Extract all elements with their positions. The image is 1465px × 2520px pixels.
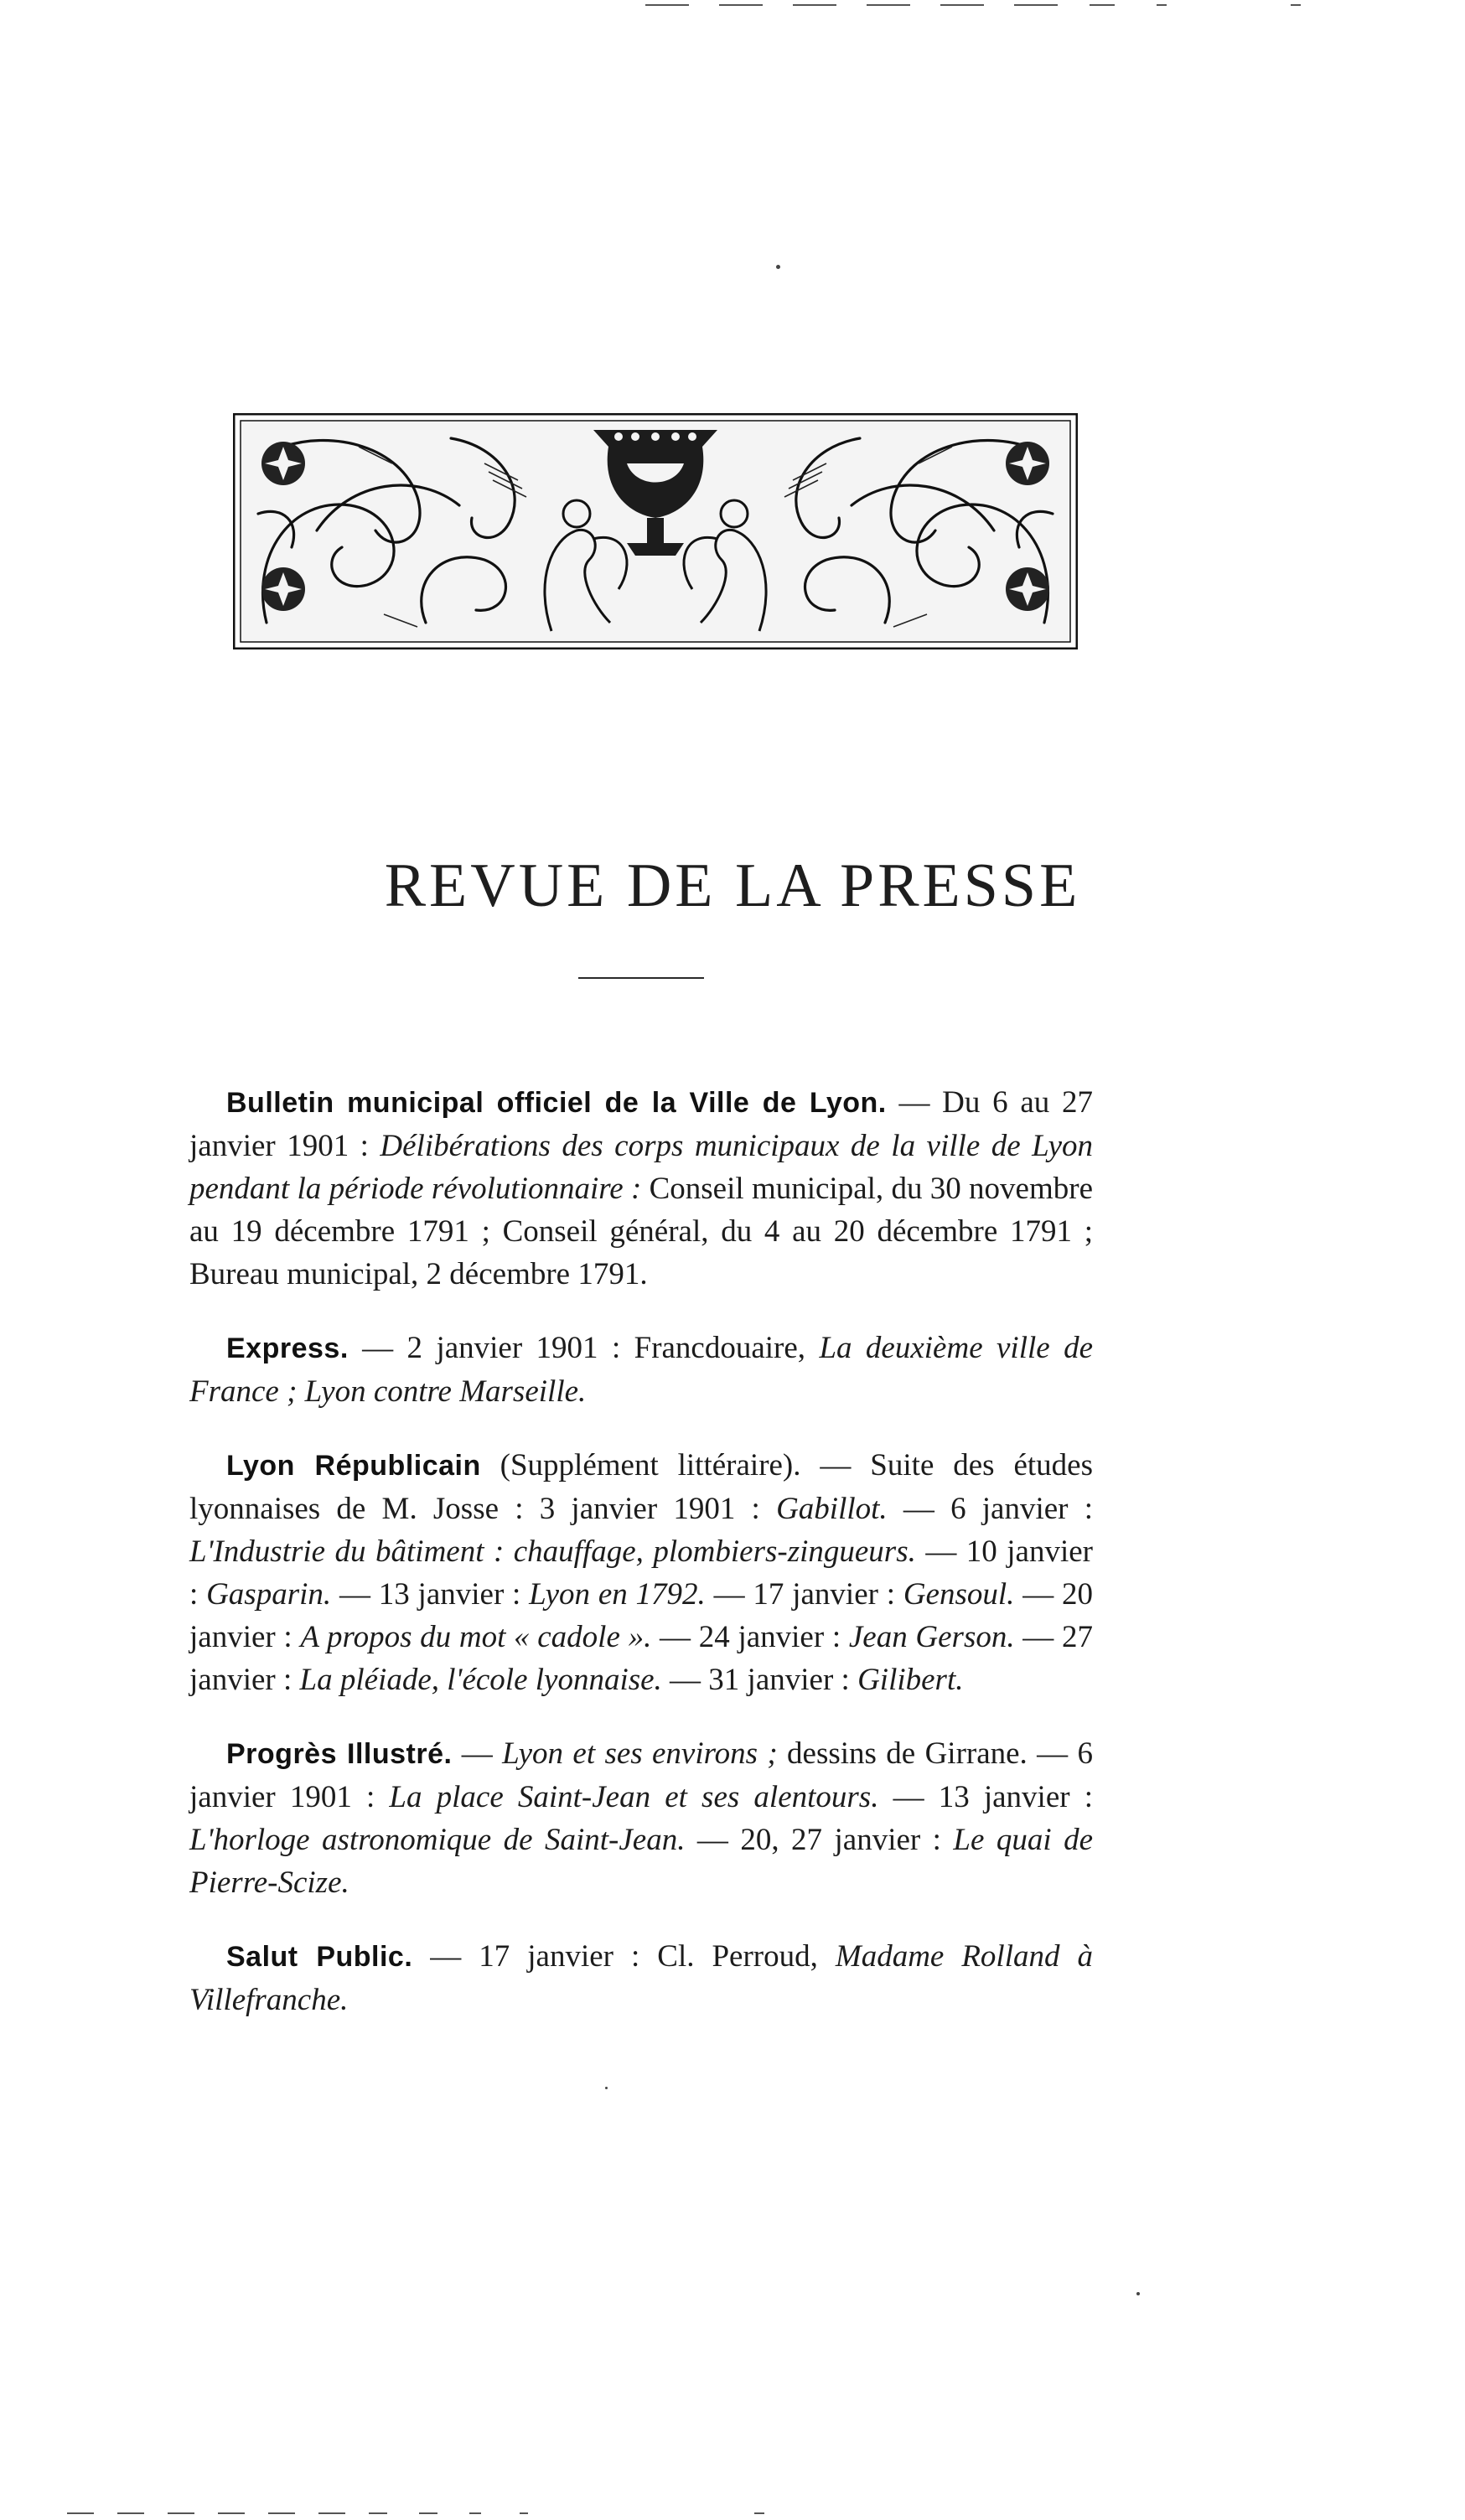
article-title: Gilibert. <box>857 1663 964 1697</box>
entry-text: — 10 janvier : <box>189 1534 1093 1612</box>
entry-text: — 17 janvier : Cl. Perroud, <box>412 1939 836 1974</box>
entry-text: — 31 janvier : <box>661 1663 858 1697</box>
entry-text: dessins de Girrane. — 6 janvier 1901 : <box>189 1736 1093 1814</box>
entry-text: — 20, 27 janvier : <box>685 1823 954 1857</box>
entry-text: — 6 janvier : <box>887 1492 1093 1526</box>
ink-speck <box>605 2087 608 2089</box>
entry-text: Conseil municipal, du 30 novembre au 19 décembre 1791 ; Conseil général, du 4 au 20 décembre 1791 ; Bureau municipal, 2 décembre 1791. <box>189 1172 1093 1291</box>
entry-text: — 13 janvier : <box>331 1577 530 1612</box>
press-review-list <box>189 1081 1093 2052</box>
article-title: Madame Rolland à Villefranche. <box>189 1939 1093 2017</box>
press-entry <box>189 1444 1093 1701</box>
article-title: La place Saint-Jean et ses alentours. <box>389 1780 879 1814</box>
article-title: Gasparin. <box>206 1577 332 1612</box>
entry-text: — 2 janvier 1901 : Francdouaire, <box>348 1331 820 1365</box>
renaissance-ornament-icon <box>233 413 1078 649</box>
title-divider <box>578 977 704 979</box>
page-title: REVUE DE LA PRESSE <box>384 851 1081 920</box>
entry-text: — Du 6 au 27 janvier 1901 : <box>189 1085 1093 1163</box>
entry-text: — 27 janvier : <box>189 1620 1093 1697</box>
article-title: A propos du mot « cadole ». <box>300 1620 652 1654</box>
press-entry <box>189 1081 1093 1296</box>
ink-speck <box>1136 2292 1140 2295</box>
publication-name: Bulletin municipal officiel de la Ville de Lyon. <box>226 1087 887 1119</box>
entry-text: — 17 janvier : <box>705 1577 903 1612</box>
publication-name: Salut Public. <box>226 1941 413 1973</box>
article-title: Lyon en 1792. <box>529 1577 706 1612</box>
article-title: Jean Gerson. <box>848 1620 1015 1654</box>
article-title: Le quai de Pierre-Scize. <box>189 1823 1094 1900</box>
publication-name: Express. <box>226 1332 349 1364</box>
entry-text: — 24 janvier : <box>651 1620 849 1654</box>
entry-text: — 13 janvier : <box>878 1780 1093 1814</box>
article-title: L'horloge astronomique de Saint-Jean. <box>189 1823 686 1857</box>
entry-text: (Supplément littéraire). — Suite des études lyonnaises de M. Josse : 3 janvier 1901 : <box>189 1448 1094 1526</box>
article-title: Délibérations des corps municipaux de la ville de Lyon pendant la période révolutionnaire : <box>189 1129 1093 1206</box>
article-title: Lyon et ses environs ; <box>502 1736 778 1771</box>
entry-text: — 20 janvier : <box>189 1577 1093 1654</box>
press-entry <box>189 1935 1093 2021</box>
article-title: La deuxième ville de France ; Lyon contre Marseille. <box>189 1331 1093 1409</box>
publication-name: Lyon Républicain <box>226 1450 481 1482</box>
article-title: L'Industrie du bâtiment : chauffage, plombiers-zingueurs. <box>189 1534 916 1569</box>
article-title: La pléiade, l'école lyonnaise. <box>299 1663 662 1697</box>
article-title: Gensoul. <box>903 1577 1015 1612</box>
publication-name: Progrès Illustré. <box>226 1738 453 1770</box>
entry-text: — <box>452 1736 503 1771</box>
article-title: Gabillot. <box>776 1492 888 1526</box>
ink-speck <box>776 265 780 269</box>
press-entry <box>189 1732 1093 1904</box>
press-entry <box>189 1327 1093 1413</box>
